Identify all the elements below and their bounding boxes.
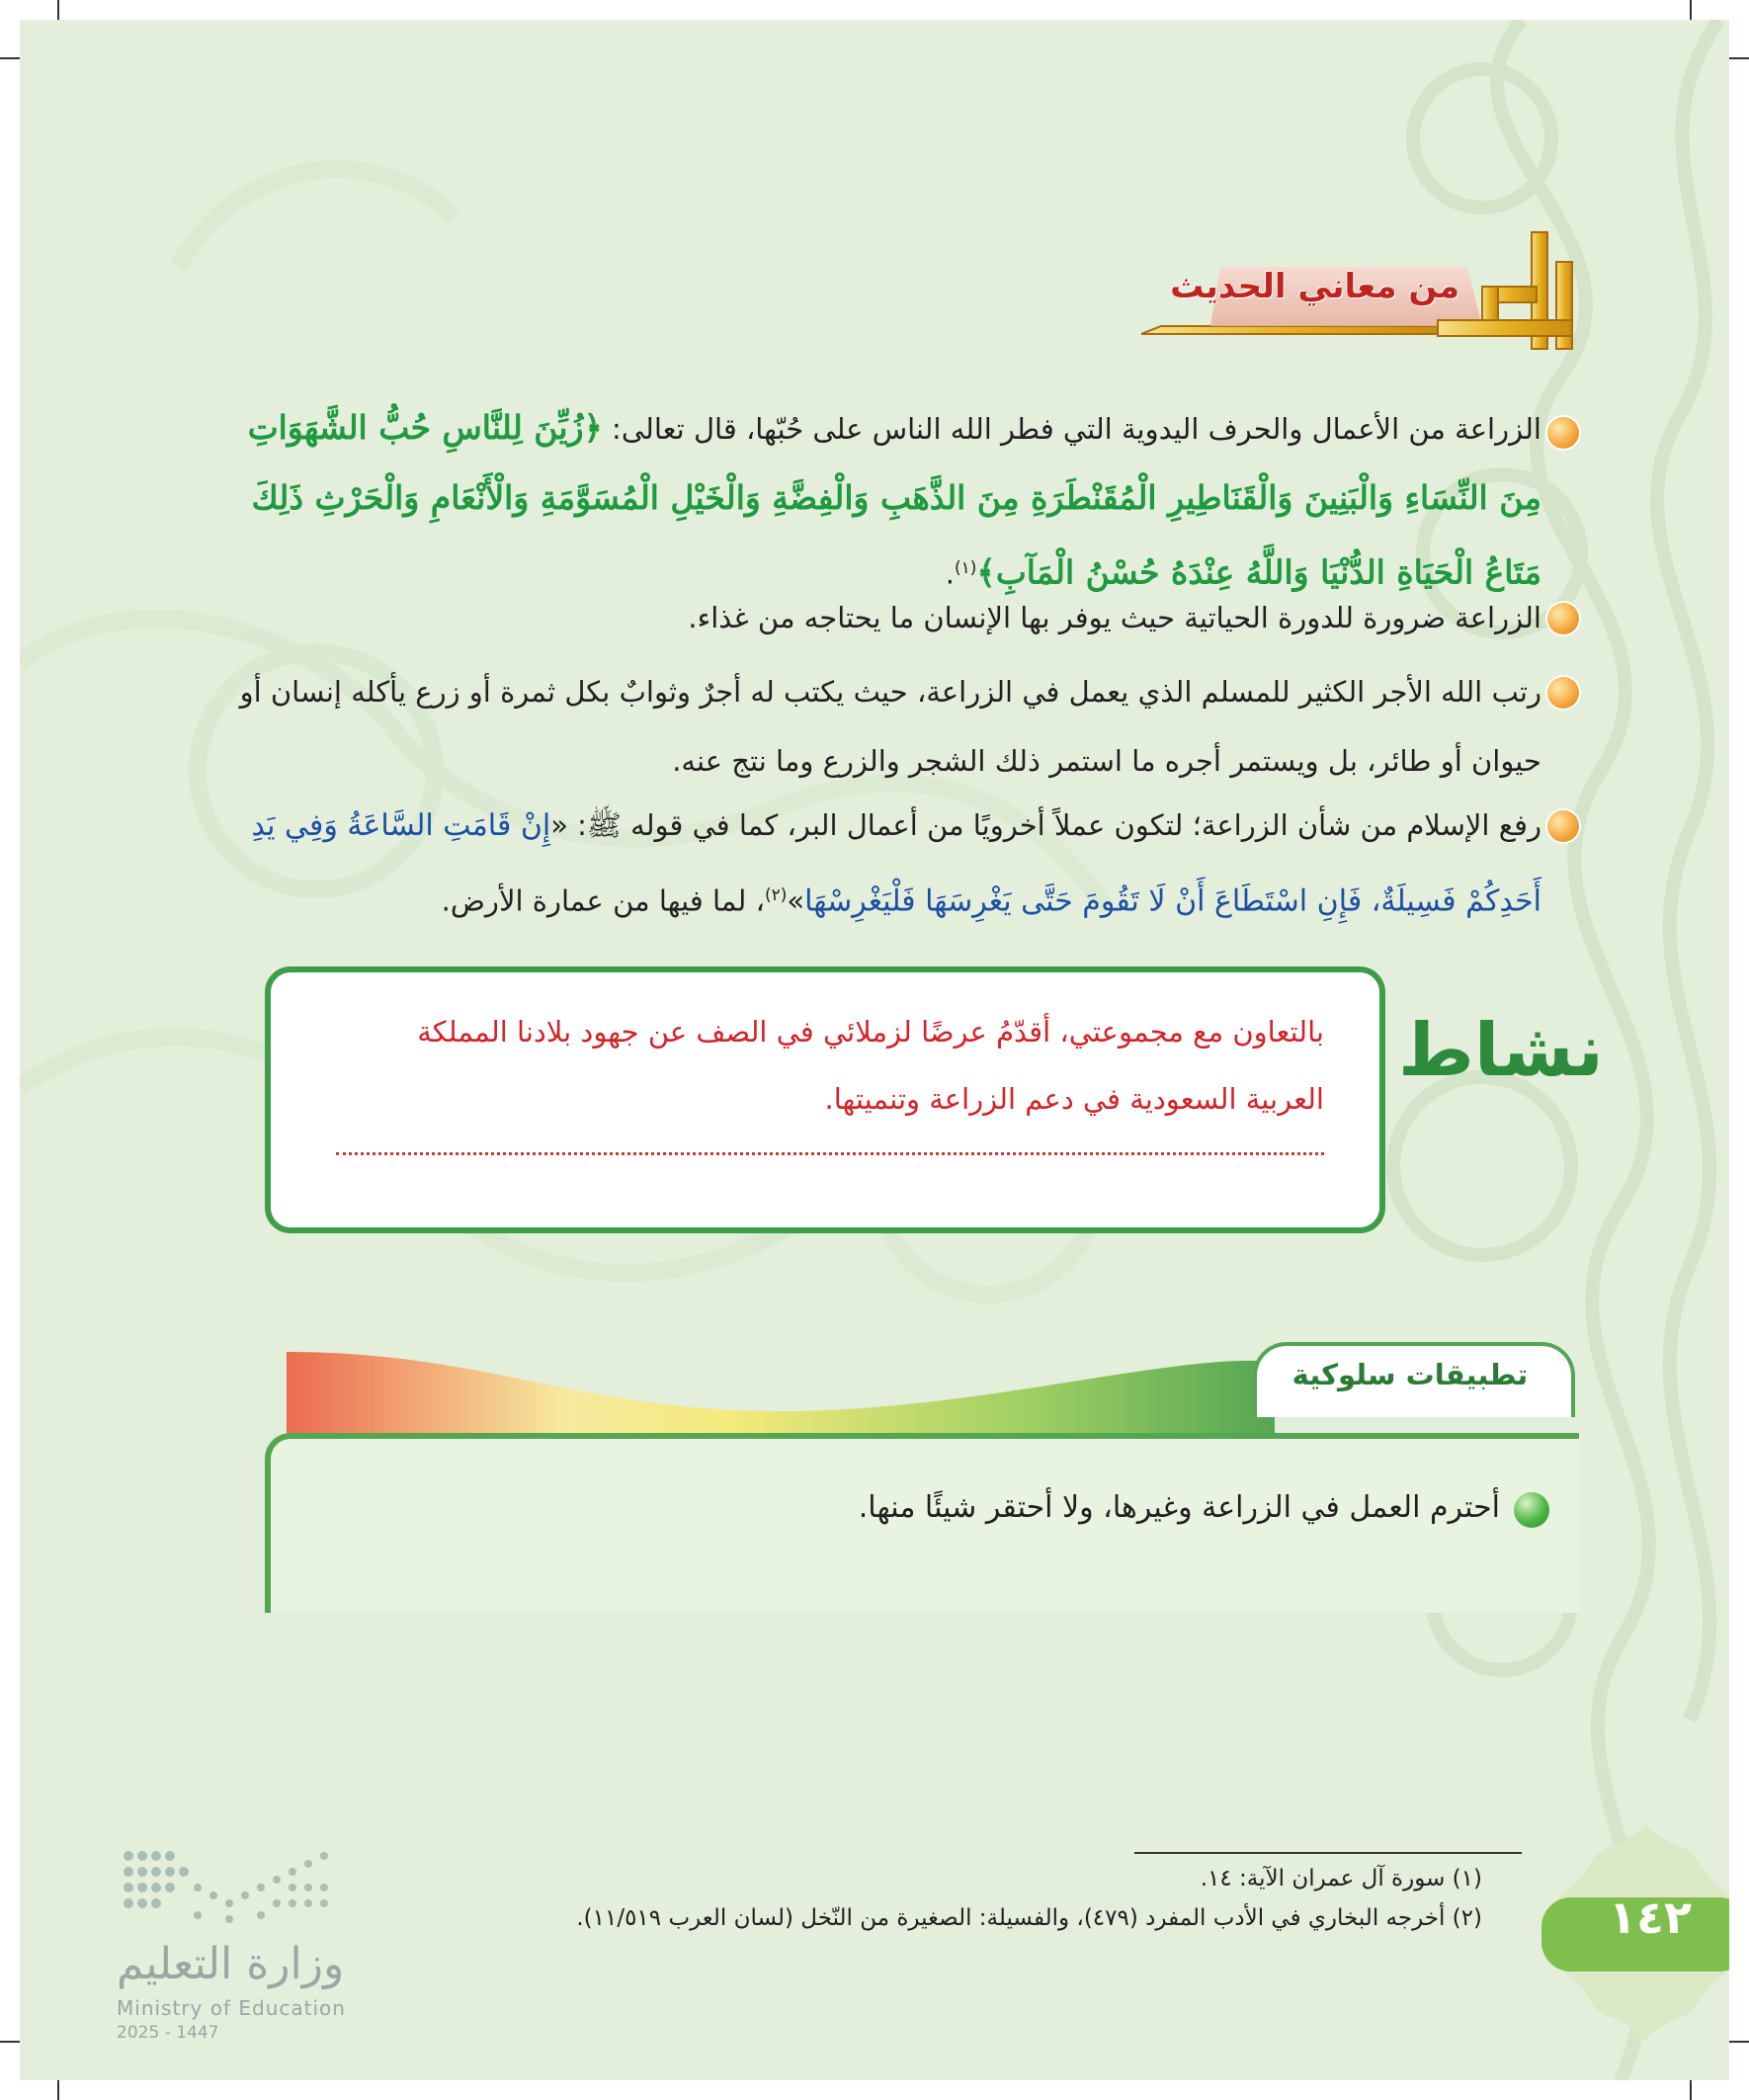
paragraph-text: الزراعة من الأعمال والحرف اليدوية التي فطر الله الناس على حُبّها، قال تعالى: bbox=[602, 412, 1541, 446]
ministry-logo-dots-icon bbox=[119, 1846, 336, 1935]
crop-mark bbox=[57, 2080, 59, 2100]
ministry-name-ar: وزارة التعليم bbox=[117, 1939, 345, 1989]
hadith-close: » bbox=[787, 883, 805, 918]
paragraph-hadith bbox=[208, 791, 1541, 937]
activity-text: بالتعاون مع مجموعتي، أقدّمُ عرضًا لزملائي في الصف عن جهود بلادنا المملكة العربية السعودية في دعم الزراعة وتنميتها. bbox=[417, 1015, 1324, 1116]
paragraph-end: . bbox=[945, 556, 955, 591]
application-item: أحترم العمل في الزراعة وغيرها، ولا أحتقر شيئًا منها. bbox=[858, 1490, 1500, 1525]
textbook-page bbox=[20, 20, 1729, 2080]
paragraph-reward: رتب الله الأجر الكثير للمسلم الذي يعمل في الزراعة، حيث يكتب له أجرٌ وثوابٌ بكل ثمرة أو زرع يأكله إنسان أو حيوان أو طائر، بل ويستمر أجره ما استمر ذلك الشجر والزرع وما نتج عنه. bbox=[239, 675, 1541, 778]
hadith-text: إِنْ قَامَتِ السَّاعَةُ وَفِي يَدِ أَحَدِكُمْ فَسِيلَةٌ، فَإِنِ اسْتَطَاعَ أَنْ لَا تَقُومَ حَتَّى يَغْرِسَهَا فَلْيَغْرِسْهَا bbox=[251, 808, 1541, 919]
ministry-year: 2025 - 1447 bbox=[117, 2023, 219, 2043]
applications-box bbox=[265, 1433, 1579, 1613]
crop-mark bbox=[57, 0, 59, 20]
activity-label: نشاط bbox=[1398, 1008, 1604, 1093]
orange-bullet-icon bbox=[1547, 810, 1579, 842]
paragraph-agriculture-quran bbox=[208, 393, 1541, 609]
orange-bullet-icon bbox=[1547, 677, 1579, 709]
paragraph-suffix: ، لما فيها من عمارة الأرض. bbox=[441, 883, 765, 918]
section-title: من معاني الحديث bbox=[1170, 267, 1459, 306]
orange-bullet-icon bbox=[1547, 603, 1579, 634]
section-header bbox=[1141, 227, 1586, 356]
paragraph-life-cycle: الزراعة ضرورة للدورة الحياتية حيث يوفر بها الإنسان ما يحتاجه من غذاء. bbox=[688, 601, 1541, 634]
green-bullet-icon bbox=[1514, 1492, 1549, 1528]
answer-line[interactable] bbox=[336, 1152, 1324, 1155]
applications-title: تطبيقات سلوكية bbox=[1291, 1358, 1529, 1391]
footnote-ref: (٢) bbox=[764, 885, 788, 905]
footnote-1: (١) سورة آل عمران الآية: ١٤. bbox=[1200, 1866, 1482, 1891]
orange-bullet-icon bbox=[1547, 417, 1579, 449]
footnote-2: (٢) أخرجه البخاري في الأدب المفرد (٤٧٩)، والفسيلة: الصغيرة من النّخل (لسان العرب ١١/٥١٩). bbox=[576, 1905, 1482, 1931]
footnote-ref: (١) bbox=[954, 558, 977, 578]
quran-verse: ﴿زُيِّنَ لِلنَّاسِ حُبُّ الشَّهَوَاتِ مِنَ النِّسَاءِ وَالْبَنِينَ وَالْقَنَاطِيرِ الْمُقَنْطَرَةِ مِنَ الذَّهَبِ وَالْفِضَّةِ وَالْخَيْلِ الْمُسَوَّمَةِ وَالْأَنْعَامِ وَالْحَرْثِ ذَلِكَ مَتَاعُ الْحَيَاةِ الدُّنْيَا وَاللَّهُ عِنْدَهُ حُسْنُ الْمَآبِ﴾ bbox=[247, 408, 1541, 592]
crop-mark bbox=[1690, 0, 1692, 20]
page-number: ١٤٢ bbox=[1608, 1890, 1693, 1944]
crop-mark bbox=[1690, 2080, 1692, 2100]
footnote-divider bbox=[1134, 1852, 1522, 1854]
activity-box bbox=[265, 966, 1385, 1233]
ministry-name-en: Ministry of Education bbox=[117, 1996, 346, 2020]
paragraph-text: رفع الإسلام من شأن الزراعة؛ لتكون عملاً أخرويًا من أعمال البر، كما في قوله ﷺ: « bbox=[550, 808, 1541, 842]
